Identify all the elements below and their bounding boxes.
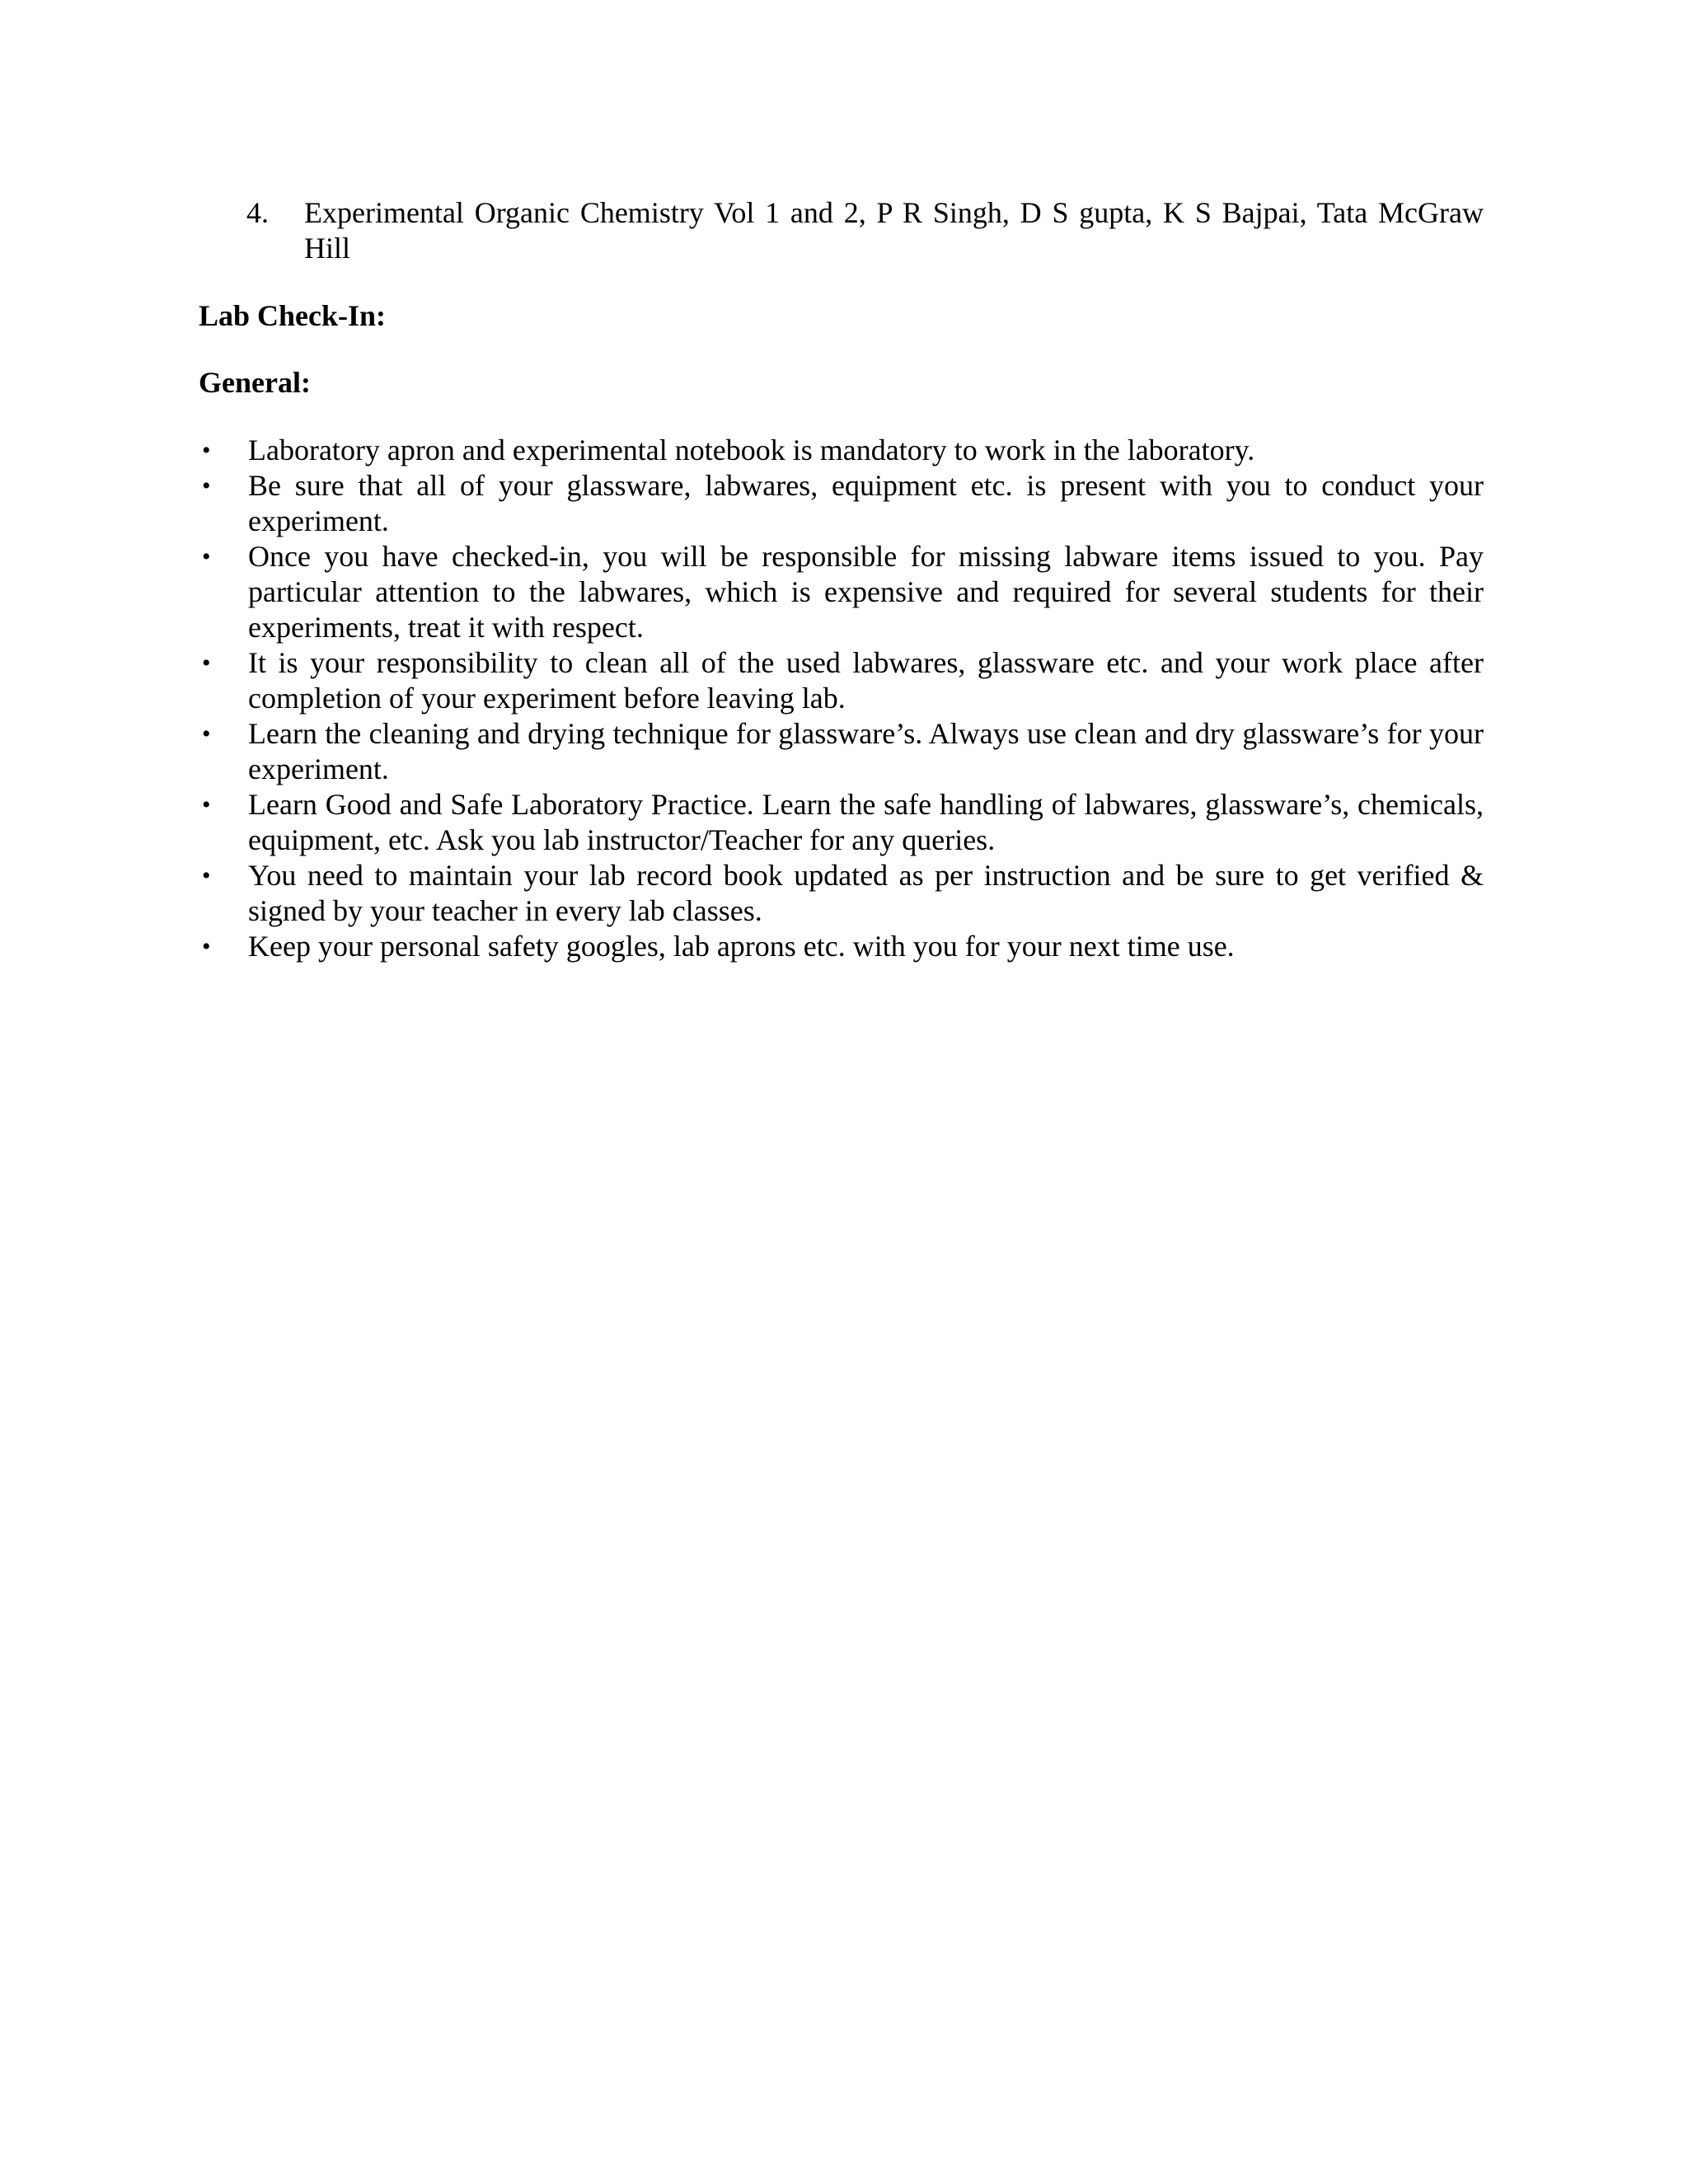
- list-item: [199, 929, 1484, 964]
- general-bullet-list: [199, 433, 1484, 964]
- page-content: [199, 195, 1484, 964]
- heading-lab-check-in: Lab Check-In:: [199, 299, 387, 332]
- bullet-icon: •: [202, 720, 211, 748]
- list-item-text: Be sure that all of your glassware, labwares, equipment etc. is present with you to conduct your experiment.: [248, 469, 1484, 537]
- bullet-icon: •: [202, 472, 211, 499]
- list-item: [199, 787, 1484, 858]
- bullet-icon: •: [202, 543, 211, 570]
- list-item-text: Learn Good and Safe Laboratory Practice. Learn the safe handling of labwares, glassware’s, chemicals, equipment, etc. Ask you lab instructor/Teacher for any queries.: [248, 788, 1484, 856]
- list-item-text: Once you have checked-in, you will be responsible for missing labware items issued to you. Pay particular attention to the labwares, which is expensive and required for several students for their experiments, treat it with respect.: [248, 540, 1484, 644]
- bullet-icon: •: [202, 649, 211, 677]
- heading-general: General:: [199, 366, 311, 399]
- reference-text: Experimental Organic Chemistry Vol 1 and 2, P R Singh, D S gupta, K S Bajpai, Tata McGraw Hill: [304, 196, 1484, 265]
- bullet-icon: •: [202, 437, 211, 464]
- list-item: [199, 645, 1484, 716]
- list-item: [199, 858, 1484, 929]
- bullet-icon: •: [202, 933, 211, 960]
- list-item: [199, 468, 1484, 539]
- list-item: [199, 539, 1484, 645]
- reference-number: 4.: [246, 196, 269, 229]
- list-item-text: It is your responsibility to clean all of the used labwares, glassware etc. and your work place after completion of your experiment before leaving lab.: [248, 646, 1484, 715]
- bullet-icon: •: [202, 791, 211, 818]
- list-item-text: Laboratory apron and experimental notebook is mandatory to work in the laboratory.: [248, 434, 1255, 466]
- reference-item: [199, 195, 1484, 266]
- list-item-text: Learn the cleaning and drying technique for glassware’s. Always use clean and dry glassware’s for your experiment.: [248, 717, 1484, 785]
- list-item-text: You need to maintain your lab record book updated as per instruction and be sure to get verified & signed by your teacher in every lab classes.: [248, 859, 1484, 927]
- list-item: [199, 433, 1484, 468]
- bullet-icon: •: [202, 862, 211, 889]
- list-item: [199, 716, 1484, 787]
- list-item-text: Keep your personal safety googles, lab aprons etc. with you for your next time use.: [248, 930, 1235, 963]
